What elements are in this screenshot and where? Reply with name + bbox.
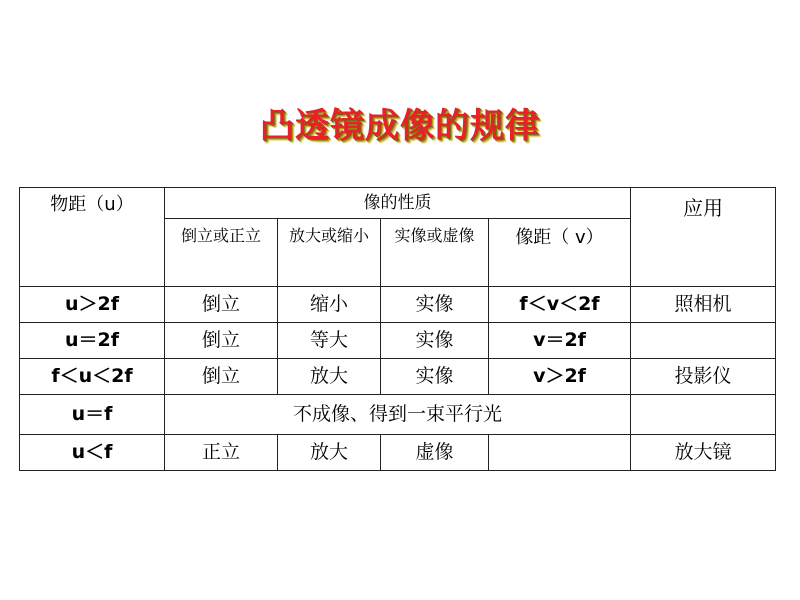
row-image-distance: f＜v＜2f [489, 287, 631, 323]
row-image-type: 实像 [381, 323, 489, 359]
row-object-distance: u＝f [20, 395, 165, 435]
header-image-distance: 像距（ v） [489, 219, 631, 287]
row-image-distance [489, 435, 631, 471]
row-application [631, 395, 776, 435]
header-orientation: 倒立或正立 [165, 219, 278, 287]
row-image-type: 虚像 [381, 435, 489, 471]
row-application: 放大镜 [631, 435, 776, 471]
header-object-distance: 物距（u） [20, 188, 165, 287]
header-image-properties: 像的性质 [165, 188, 631, 219]
row-size: 缩小 [278, 287, 381, 323]
row-application: 投影仪 [631, 359, 776, 395]
table-row [20, 395, 776, 435]
row-image-type: 实像 [381, 287, 489, 323]
row-orientation: 倒立 [165, 287, 278, 323]
header-size: 放大或缩小 [278, 219, 381, 287]
row-object-distance: f＜u＜2f [20, 359, 165, 395]
table-row [20, 435, 776, 471]
table-row [20, 359, 776, 395]
table-header-row [20, 188, 776, 219]
table-row [20, 323, 776, 359]
row-object-distance: u＞2f [20, 287, 165, 323]
page-title: 凸透镜成像的规律 [260, 106, 540, 146]
row-orientation: 倒立 [165, 323, 278, 359]
lens-imaging-table [19, 187, 776, 471]
row-image-type: 实像 [381, 359, 489, 395]
row-image-distance: v＝2f [489, 323, 631, 359]
row-image-distance: v＞2f [489, 359, 631, 395]
row-orientation: 倒立 [165, 359, 278, 395]
table-row [20, 287, 776, 323]
row-merged-note: 不成像、得到一束平行光 [165, 395, 631, 435]
header-application: 应用 [631, 188, 776, 287]
row-object-distance: u＝2f [20, 323, 165, 359]
row-size: 放大 [278, 435, 381, 471]
row-orientation: 正立 [165, 435, 278, 471]
row-application [631, 323, 776, 359]
row-application: 照相机 [631, 287, 776, 323]
row-object-distance: u＜f [20, 435, 165, 471]
row-size: 等大 [278, 323, 381, 359]
row-size: 放大 [278, 359, 381, 395]
header-image-type: 实像或虚像 [381, 219, 489, 287]
